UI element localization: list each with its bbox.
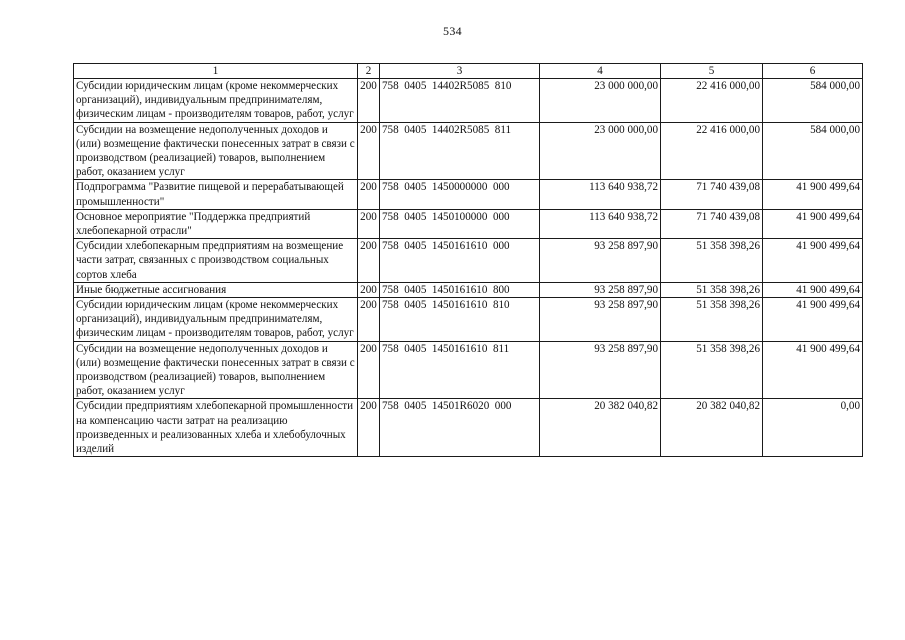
row-amount-6-cell: 41 900 499,64 xyxy=(763,298,863,342)
column-header: 4 xyxy=(540,64,661,79)
row-code-cell: 200 xyxy=(358,341,380,399)
row-amount-5-cell: 51 358 398,26 xyxy=(661,282,763,297)
row-classification-cell: 758 0405 14402R5085 811 xyxy=(380,122,540,180)
table-row xyxy=(74,122,863,180)
row-name-cell: Иные бюджетные ассигнования xyxy=(74,282,358,297)
row-code-cell: 200 xyxy=(358,209,380,238)
row-name-cell: Субсидии хлебопекарным предприятиям на возмещение части затрат, связанных с производством социальных сортов хлеба xyxy=(74,239,358,283)
column-header: 6 xyxy=(763,64,863,79)
row-name-cell: Субсидии юридическим лицам (кроме некоммерческих организаций), индивидуальным предпринимателям, физическим лицам - производителям товаров, работ, услуг xyxy=(74,79,358,123)
row-classification-cell: 758 0405 14501R6020 000 xyxy=(380,399,540,457)
row-amount-4-cell: 93 258 897,90 xyxy=(540,282,661,297)
row-code-cell: 200 xyxy=(358,239,380,283)
row-classification-cell: 758 0405 1450161610 800 xyxy=(380,282,540,297)
table-row xyxy=(74,282,863,297)
row-amount-4-cell: 93 258 897,90 xyxy=(540,239,661,283)
row-classification-cell: 758 0405 1450161610 811 xyxy=(380,341,540,399)
row-code-cell: 200 xyxy=(358,399,380,457)
row-amount-6-cell: 0,00 xyxy=(763,399,863,457)
row-code-cell: 200 xyxy=(358,180,380,209)
row-code-cell: 200 xyxy=(358,79,380,123)
column-header: 3 xyxy=(380,64,540,79)
row-classification-cell: 758 0405 1450100000 000 xyxy=(380,209,540,238)
table-row xyxy=(74,239,863,283)
table-row xyxy=(74,209,863,238)
row-amount-5-cell: 71 740 439,08 xyxy=(661,209,763,238)
row-amount-4-cell: 93 258 897,90 xyxy=(540,298,661,342)
row-amount-4-cell: 93 258 897,90 xyxy=(540,341,661,399)
row-name-cell: Субсидии предприятиям хлебопекарной промышленности на компенсацию части затрат на реализацию произведенных и реализованных хлеба и хлебобулочных изделий xyxy=(74,399,358,457)
row-classification-cell: 758 0405 14402R5085 810 xyxy=(380,79,540,123)
row-classification-cell: 758 0405 1450161610 000 xyxy=(380,239,540,283)
row-name-cell: Субсидии на возмещение недополученных доходов и (или) возмещение фактически понесенных затрат в связи с производством (реализацией) товаров, выполнением работ, оказанием услуг xyxy=(74,341,358,399)
row-amount-4-cell: 23 000 000,00 xyxy=(540,122,661,180)
table-row xyxy=(74,180,863,209)
row-amount-5-cell: 22 416 000,00 xyxy=(661,122,763,180)
row-amount-6-cell: 41 900 499,64 xyxy=(763,180,863,209)
row-code-cell: 200 xyxy=(358,122,380,180)
row-amount-6-cell: 41 900 499,64 xyxy=(763,209,863,238)
column-header: 5 xyxy=(661,64,763,79)
row-amount-5-cell: 51 358 398,26 xyxy=(661,298,763,342)
row-amount-6-cell: 41 900 499,64 xyxy=(763,239,863,283)
row-amount-6-cell: 41 900 499,64 xyxy=(763,282,863,297)
row-code-cell: 200 xyxy=(358,298,380,342)
row-amount-5-cell: 20 382 040,82 xyxy=(661,399,763,457)
table-row xyxy=(74,341,863,399)
row-amount-5-cell: 51 358 398,26 xyxy=(661,239,763,283)
row-name-cell: Основное мероприятие "Поддержка предприятий хлебопекарной отрасли" xyxy=(74,209,358,238)
table-row xyxy=(74,79,863,123)
table-row xyxy=(74,298,863,342)
row-amount-5-cell: 71 740 439,08 xyxy=(661,180,763,209)
row-amount-6-cell: 584 000,00 xyxy=(763,122,863,180)
column-header: 1 xyxy=(74,64,358,79)
row-amount-6-cell: 584 000,00 xyxy=(763,79,863,123)
row-amount-5-cell: 51 358 398,26 xyxy=(661,341,763,399)
table-row xyxy=(74,399,863,457)
row-amount-6-cell: 41 900 499,64 xyxy=(763,341,863,399)
table-header-row xyxy=(74,64,863,79)
row-amount-5-cell: 22 416 000,00 xyxy=(661,79,763,123)
row-amount-4-cell: 23 000 000,00 xyxy=(540,79,661,123)
budget-table xyxy=(73,63,863,457)
row-amount-4-cell: 113 640 938,72 xyxy=(540,180,661,209)
row-code-cell: 200 xyxy=(358,282,380,297)
page-number: 534 xyxy=(443,24,462,38)
row-name-cell: Подпрограмма "Развитие пищевой и перерабатывающей промышленности" xyxy=(74,180,358,209)
row-name-cell: Субсидии на возмещение недополученных доходов и (или) возмещение фактически понесенных затрат в связи с производством (реализацией) товаров, выполнением работ, оказанием услуг xyxy=(74,122,358,180)
row-amount-4-cell: 20 382 040,82 xyxy=(540,399,661,457)
column-header: 2 xyxy=(358,64,380,79)
row-classification-cell: 758 0405 1450000000 000 xyxy=(380,180,540,209)
row-name-cell: Субсидии юридическим лицам (кроме некоммерческих организаций), индивидуальным предпринимателям, физическим лицам - производителям товаров, работ, услуг xyxy=(74,298,358,342)
row-classification-cell: 758 0405 1450161610 810 xyxy=(380,298,540,342)
row-amount-4-cell: 113 640 938,72 xyxy=(540,209,661,238)
